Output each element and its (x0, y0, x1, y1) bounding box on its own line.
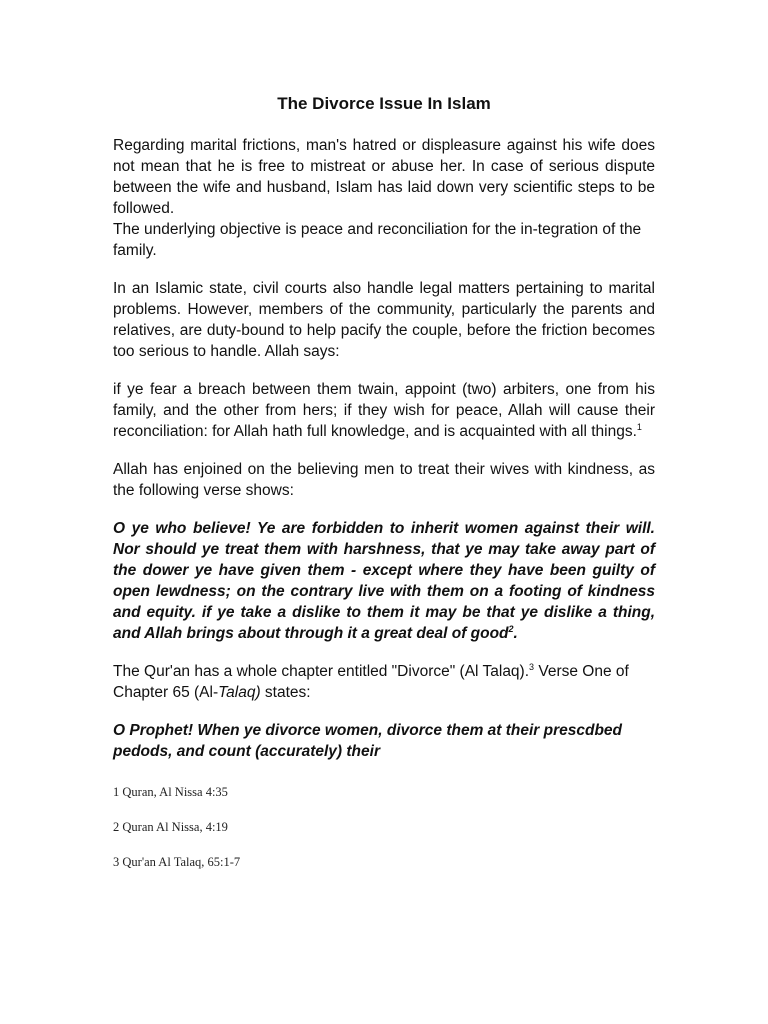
footnote-1: 1 Quran, Al Nissa 4:35 (113, 785, 228, 799)
page-title: The Divorce Issue In Islam (277, 94, 491, 113)
footnotes (113, 784, 655, 870)
document-page (113, 92, 655, 889)
chapter-divorce-italic: Talaq) (218, 684, 261, 701)
footnote-ref-2: 2 (508, 623, 514, 634)
paragraph-islamic-state: In an Islamic state, civil courts also handle legal matters pertaining to marital problems. However, members of the community, particularly the parents and relatives, are duty-bound to help pacify the couple, before the friction becomes too serious to handle. Allah says: (113, 280, 655, 360)
verse-inherit-end: . (513, 625, 518, 642)
paragraph-kindness: Allah has enjoined on the believing men to treat their wives with kindness, as the following verse shows: (113, 461, 655, 499)
paragraph-chapter-divorce (113, 661, 655, 703)
footnote-3: 3 Qur'an Al Talaq, 65:1-7 (113, 855, 241, 869)
verse-inherit-text: O ye who believe! Ye are forbidden to inherit women against their will. Nor should ye treat them with harshness, that ye may take away part of the dower ye have given them - except where they have been guilty of open lewdness; on the contrary live with them on a footing of kindness and equity. if ye take a dislike to them it may be that ye dislike a thing, and Allah brings about through it a great deal of good (113, 520, 655, 642)
footnote-ref-1: 1 (636, 421, 642, 432)
verse-arbiters-text: if ye fear a breach between them twain, appoint (two) arbiters, one from his family, and the other from hers; if they wish for peace, Allah will cause their reconciliation: for Allah hath full knowledge, and is acquainted with all things. (113, 381, 655, 440)
chapter-divorce-text-b: Verse One of Chapter 65 (Al- (113, 663, 629, 701)
chapter-divorce-text-c: states: (260, 684, 311, 701)
paragraph-marital-frictions: Regarding marital frictions, man's hatred or displeasure against his wife does not mean that he is free to mistreat or abuse her. In case of serious dispute between the wife and husband, Islam has laid down very scientific steps to be followed. (113, 137, 655, 217)
paragraph-verse-arbiters (113, 379, 655, 442)
paragraph-verse-inherit (113, 518, 655, 644)
footnote-ref-3: 3 (529, 661, 535, 672)
chapter-divorce-text-a: The Qur'an has a whole chapter entitled "Divorce" (Al Talaq). (113, 663, 530, 680)
footnote-2: 2 Quran Al Nissa, 4:19 (113, 820, 228, 834)
paragraph-underlying-objective: The underlying objective is peace and reconciliation for the in-tegration of the family. (113, 221, 642, 259)
paragraph-verse-prophet: O Prophet! When ye divorce women, divorce them at their prescdbed pedods, and count (accurately) their (113, 722, 623, 760)
